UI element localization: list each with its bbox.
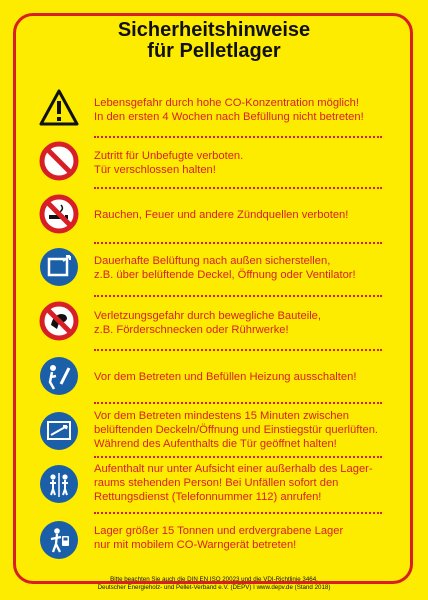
footer-line-2: Deutscher Energieholz- und Pellet-Verband e.V. (DEPV) I www.depv.de (Stand 2018): [97, 584, 331, 591]
dotted-separator: [94, 349, 382, 351]
hint-text: Zutritt für Unbefugte verboten. Tür verschlossen halten!: [94, 150, 244, 176]
ventilation-icon: [39, 247, 79, 287]
hint-text: Lager größer 15 Tonnen und erdvergrabene Lager nur mit mobilem CO-Warngerät betreten!: [94, 525, 344, 551]
supervision-icon: [39, 464, 79, 504]
title-line-1: Sicherheitshinweise: [117, 19, 311, 41]
dotted-separator: [94, 242, 382, 244]
warning-triangle-icon: [39, 88, 79, 128]
hint-text: Verletzungsgefahr durch bewegliche Bauteile, z.B. Förderschnecken oder Rührwerke!: [94, 310, 322, 336]
dotted-separator: [94, 456, 382, 458]
title-line-2: für Pelletlager: [147, 40, 281, 62]
no-reaching-in-icon: [39, 301, 79, 341]
switch-off-heating-icon: [39, 356, 79, 396]
sign-footer: [0, 576, 428, 592]
footer-line-1: Bitte beachten Sie auch die DIN EN ISO 20023 und die VDI-Richtlinie 3464.: [110, 576, 318, 583]
dotted-separator: [94, 187, 382, 189]
hint-text: Rauchen, Feuer und andere Zündquellen verboten!: [94, 209, 349, 221]
hint-text: Lebensgefahr durch hohe CO-Konzentration möglich! In den ersten 4 Wochen nach Befüllung nicht betreten!: [94, 97, 364, 123]
dotted-separator: [94, 512, 382, 514]
co-detector-icon: [39, 520, 79, 560]
dotted-separator: [94, 295, 382, 297]
no-entry-icon: [39, 141, 79, 181]
hint-text: Aufenthalt nur unter Aufsicht einer außerhalb des Lager- raums stehenden Person! Bei Unfällen sofort den Rettungsdienst (Telefonnummer 112) anrufen!: [94, 463, 373, 503]
dotted-separator: [94, 136, 382, 138]
no-smoking-fire-icon: [39, 194, 79, 234]
hint-text: Dauerhafte Belüftung nach außen sicherstellen, z.B. über belüftende Deckel, Öffnung oder Ventilator!: [94, 255, 356, 281]
sign-title: [0, 20, 428, 62]
hint-text: Vor dem Betreten mindestens 15 Minuten zwischen belüftenden Deckeln/Öffnung und Einstiegstür querlüften. Während des Aufenthalts die Tür geöffnet halten!: [94, 410, 379, 450]
ventilate-room-icon: [39, 411, 79, 451]
dotted-separator: [94, 402, 382, 404]
hint-text: Vor dem Betreten und Befüllen Heizung ausschalten!: [94, 371, 357, 383]
